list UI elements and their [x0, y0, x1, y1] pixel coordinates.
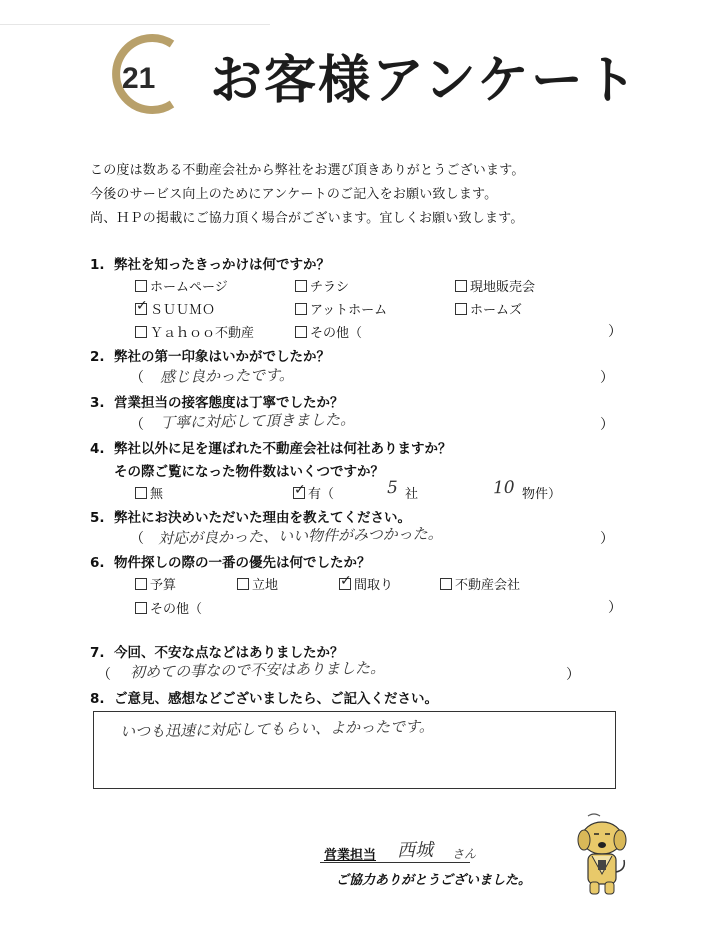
sales-rep-suffix: さん	[451, 846, 477, 862]
option-label: ホームズ	[470, 303, 523, 318]
q7-answer[interactable]: 初めての事なので不安はありました。	[129, 658, 386, 682]
sales-rep-name: 西城	[396, 839, 434, 862]
sales-rep-label: 営業担当	[324, 848, 377, 863]
question-1-number: 1.	[90, 257, 105, 273]
q5-close-paren: ）	[600, 531, 614, 547]
q4-property-count[interactable]: 10	[492, 477, 515, 499]
q1-option-athome[interactable]	[295, 299, 387, 318]
checkbox[interactable]	[237, 578, 249, 590]
option-label: 現地販売会	[470, 280, 536, 295]
question-2	[90, 345, 330, 365]
question-8-text: ご意見、感想などございましたら、ご記入ください。	[114, 691, 438, 707]
checkbox[interactable]	[135, 487, 147, 499]
checkbox[interactable]	[455, 280, 467, 292]
q7-close-paren: ）	[566, 667, 580, 683]
checkbox[interactable]	[135, 280, 147, 292]
question-5-text: 弊社にお決めいただいた理由を教えてください。	[114, 510, 411, 526]
option-label: その他（	[310, 326, 363, 341]
q1-option-flyer[interactable]	[295, 276, 349, 295]
q8-answer: いつも迅速に対応してもらい、よかったです。	[119, 717, 434, 741]
option-label: 間取り	[354, 578, 394, 593]
question-3	[90, 391, 344, 411]
q6-option-budget[interactable]	[135, 574, 176, 593]
q1-option-onsite-sale[interactable]	[455, 276, 535, 295]
option-label: その他（	[150, 602, 203, 617]
q1-close-paren: ）	[608, 324, 622, 340]
q3-close-paren: ）	[600, 417, 614, 433]
question-3-number: 3.	[90, 395, 105, 411]
checkbox[interactable]	[455, 303, 467, 315]
q6-option-location[interactable]	[237, 574, 278, 593]
option-label: 予算	[150, 578, 177, 593]
q4-option-yes[interactable]	[293, 483, 334, 502]
option-label: 立地	[252, 578, 279, 593]
q4-property-unit: 物件）	[522, 487, 562, 502]
century21-logo	[102, 26, 188, 122]
question-7-number: 7.	[90, 645, 105, 661]
checkbox[interactable]	[295, 326, 307, 338]
q5-answer[interactable]: 対応が良かった、いい物件がみつかった。	[157, 524, 443, 548]
intro-line-3: 尚、ＨＰの掲載にご協力頂く場合がございます。宜しくお願い致します。	[90, 211, 524, 226]
q4-company-unit: 社	[405, 487, 419, 502]
question-1	[90, 253, 330, 273]
checkbox-checked[interactable]	[339, 578, 351, 590]
checkbox[interactable]	[295, 280, 307, 292]
question-8-number: 8.	[90, 691, 105, 707]
option-label: チラシ	[310, 280, 350, 295]
checkbox-checked[interactable]	[135, 303, 147, 315]
q2-close-paren: ）	[600, 370, 614, 386]
question-5-number: 5.	[90, 510, 105, 526]
checkbox[interactable]	[135, 326, 147, 338]
question-3-text: 営業担当の接客態度は丁寧でしたか？	[114, 395, 344, 411]
q1-option-homepage[interactable]	[135, 276, 228, 295]
question-8	[90, 687, 438, 707]
option-label: Ｙａｈｏｏ不動産	[150, 326, 255, 341]
option-label: アットホーム	[310, 303, 388, 318]
logo-number: 21	[122, 62, 156, 95]
q6-option-floorplan[interactable]	[339, 574, 393, 593]
signature-line	[320, 862, 470, 863]
option-label: 不動産会社	[455, 578, 521, 593]
q3-answer[interactable]: 丁寧に対応して頂きました。	[159, 410, 356, 432]
checkbox[interactable]	[135, 602, 147, 614]
question-6-text: 物件探しの際の一番の優先は何でしたか？	[114, 555, 371, 571]
question-2-text: 弊社の第一印象はいかがでしたか？	[114, 349, 330, 365]
q3-open-paren: （	[130, 417, 144, 433]
comment-box[interactable]	[93, 711, 616, 789]
option-label: ＳＵＵＭＯ	[150, 303, 216, 318]
page-title: お客様アンケート	[210, 51, 639, 111]
option-label: 有（	[308, 487, 335, 502]
q7-open-paren: （	[97, 667, 111, 683]
q1-option-suumo[interactable]	[135, 299, 215, 318]
q5-open-paren: （	[130, 531, 144, 547]
top-edge-line	[0, 24, 270, 25]
intro-line-1: この度は数ある不動産会社から弊社をお選び頂きありがとうございます。	[90, 163, 525, 178]
question-1-text: 弊社を知ったきっかけは何ですか？	[114, 257, 330, 273]
question-7-text: 今回、不安な点などはありましたか？	[114, 645, 344, 661]
q4-option-none[interactable]	[135, 483, 163, 502]
checkbox[interactable]	[440, 578, 452, 590]
q6-option-agency[interactable]	[440, 574, 520, 593]
question-6-number: 6.	[90, 555, 105, 571]
q1-option-yahoo[interactable]	[135, 322, 254, 341]
q6-option-other[interactable]	[135, 598, 202, 617]
question-4-sub: その際ご覧になった物件数はいくつですか？	[114, 464, 384, 480]
q1-option-homes[interactable]	[455, 299, 522, 318]
option-label: ホームページ	[150, 280, 228, 295]
question-6	[90, 551, 371, 571]
checkbox[interactable]	[295, 303, 307, 315]
thanks-message: ご協力ありがとうございました。	[336, 873, 532, 888]
question-4	[90, 437, 452, 457]
checkbox-checked[interactable]	[293, 487, 305, 499]
question-4-number: 4.	[90, 441, 105, 457]
option-label: 無	[150, 487, 164, 502]
checkbox[interactable]	[135, 578, 147, 590]
q4-company-count[interactable]: 5	[386, 477, 399, 499]
question-2-number: 2.	[90, 349, 105, 365]
q1-option-other[interactable]	[295, 322, 362, 341]
q2-open-paren: （	[130, 370, 144, 386]
dog-mascot-icon	[572, 812, 632, 898]
intro-line-2: 今後のサービス向上のためにアンケートのご記入をお願い致します。	[90, 187, 498, 202]
q2-answer[interactable]: 感じ良かったです。	[159, 365, 294, 387]
question-4-text: 弊社以外に足を運ばれた不動産会社は何社ありますか？	[114, 441, 452, 457]
q6-close-paren: ）	[608, 600, 622, 616]
